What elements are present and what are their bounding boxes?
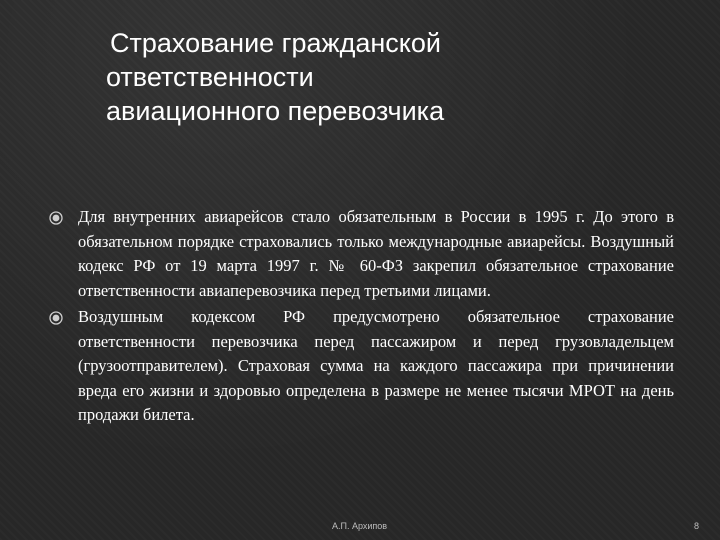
bullet-text-2: Воздушным кодексом РФ предусмотрено обязательное страхование ответственности перевозчика перед пассажиром и перед грузовладельцем (грузоотправителем). Страховая сумма на каждого пассажира при причинении вреда его жизни и здоровью определена в размере не менее тысячи МРОТ на день продажи билета. (78, 307, 674, 424)
title-line-2: ответственности (106, 62, 314, 92)
footer-author: А.П. Архипов (332, 521, 388, 531)
bullet-text-1: Для внутренних авиарейсов стало обязательным в России в 1995 г. До этого в обязательном порядке страховались только международные авиарейсы. Воздушный кодекс РФ от 19 марта 1997 г. № 60-ФЗ закрепил обязательное страхование ответственности авиаперевозчика перед третьими лицами. (78, 207, 674, 300)
bullet-item-1 (46, 205, 674, 303)
title-line-3: авиационного перевозчика (106, 96, 445, 126)
title-line-1: Страхование гражданской (110, 28, 442, 58)
circle-bullet-icon (49, 311, 63, 325)
circle-bullet-icon (49, 211, 63, 225)
slide-title (106, 26, 666, 128)
bullet-list (46, 205, 674, 428)
bullet-item-2 (46, 305, 674, 428)
page-number: 8 (694, 521, 700, 531)
